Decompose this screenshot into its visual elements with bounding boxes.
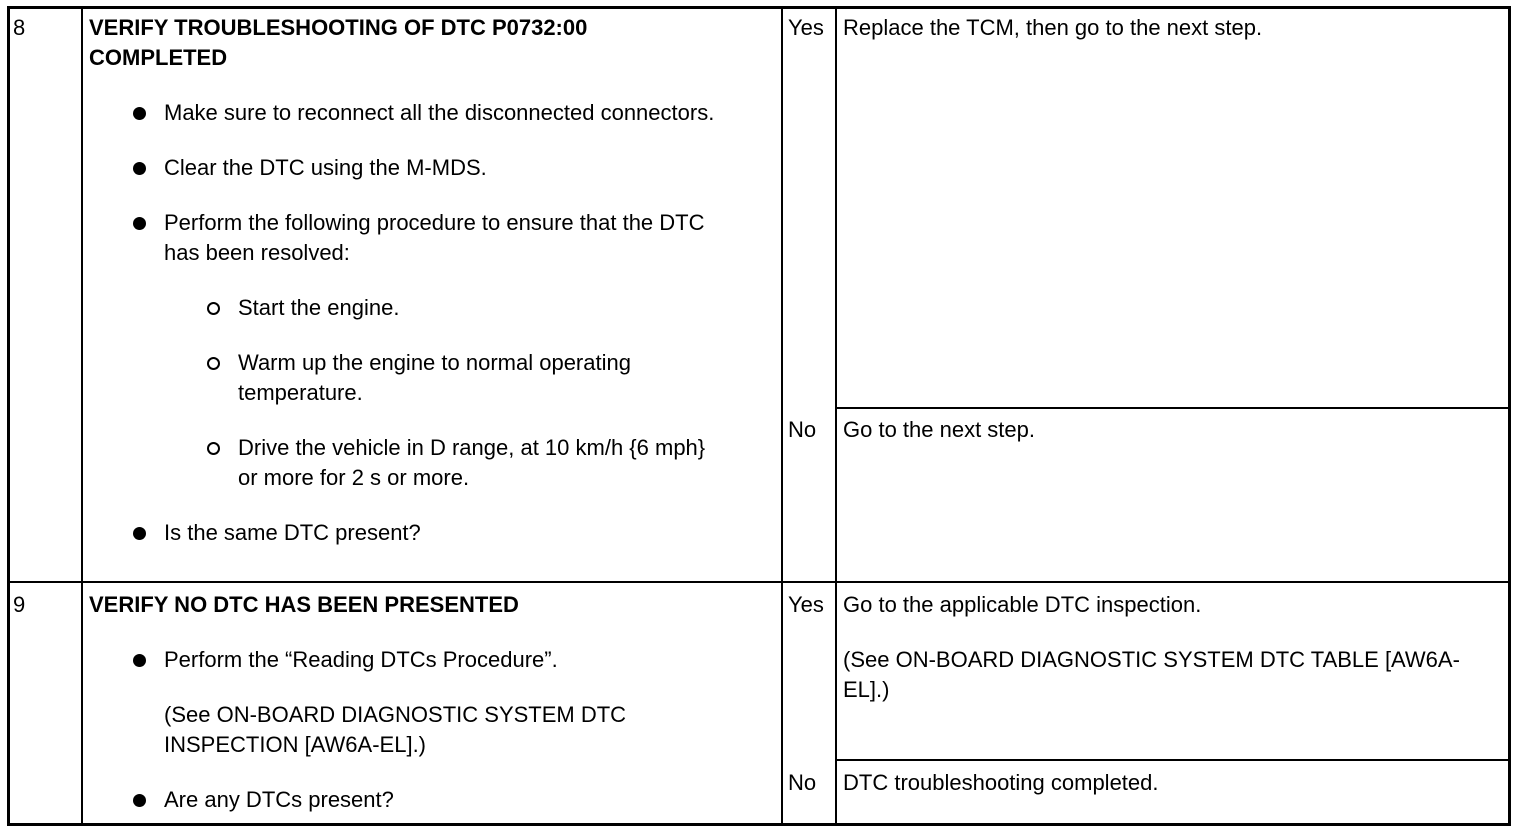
question-text: Is the same DTC present? [164,520,421,545]
step-number: 9 [13,592,26,617]
yes-action [843,590,1493,705]
sub-list-item [89,348,769,408]
bullet-icon [133,107,146,120]
step-title: VERIFY TROUBLESHOOTING OF DTC P0732:00 COMPLETED [89,15,588,70]
bullet-icon [133,654,146,667]
row-divider-step9-yes-no [835,759,1508,761]
sub-list-item-text: Start the engine. [238,295,400,320]
no-label: No [788,770,817,795]
circle-bullet-icon [207,357,220,370]
question-text: Are any DTCs present? [164,787,394,812]
sub-list-item [89,293,769,323]
row-divider-steps [7,581,1508,583]
list-item [89,518,769,548]
list-item-text: Perform the “Reading DTCs Procedure”. [164,647,558,672]
no-label: No [788,417,817,442]
list-item [89,98,769,128]
step-number: 8 [13,15,26,40]
no-action-text: DTC troubleshooting completed. [843,770,1159,795]
step-8-content [89,13,769,548]
column-divider-result [781,6,783,823]
yes-action-text: Go to the applicable DTC inspection. [843,592,1202,617]
list-item-text: Clear the DTC using the M-MDS. [164,155,487,180]
bullet-icon [133,527,146,540]
sub-list-item-text: Drive the vehicle in D range, at 10 km/h {6 mph} or more for 2 s or more. [238,435,706,490]
bullet-icon [133,794,146,807]
no-action-text: Go to the next step. [843,417,1036,442]
step-title: VERIFY NO DTC HAS BEEN PRESENTED [89,592,519,617]
circle-bullet-icon [207,302,220,315]
list-item-text: Make sure to reconnect all the disconnected connectors. [164,100,715,125]
list-item [89,645,769,675]
circle-bullet-icon [207,442,220,455]
list-item [89,785,769,815]
reference-text: (See ON-BOARD DIAGNOSTIC SYSTEM DTC INSPECTION [AW6A-EL].) [164,702,627,757]
yes-action-text: Replace the TCM, then go to the next step. [843,15,1263,40]
row-divider-step8-yes-no [835,407,1508,409]
yes-reference-text: (See ON-BOARD DIAGNOSTIC SYSTEM DTC TABLE [AW6A-EL].) [843,647,1460,702]
list-item [89,153,769,183]
yes-label: Yes [788,15,824,40]
step-9-content [89,590,769,815]
list-item-text: Perform the following procedure to ensure that the DTC has been resolved: [164,210,705,265]
column-divider-step [81,6,83,823]
sub-list-item [89,433,769,493]
list-item [89,208,769,268]
bullet-icon [133,162,146,175]
yes-label: Yes [788,592,824,617]
column-divider-action [835,6,837,823]
bullet-icon [133,217,146,230]
sub-list-item-text: Warm up the engine to normal operating temperature. [238,350,631,405]
